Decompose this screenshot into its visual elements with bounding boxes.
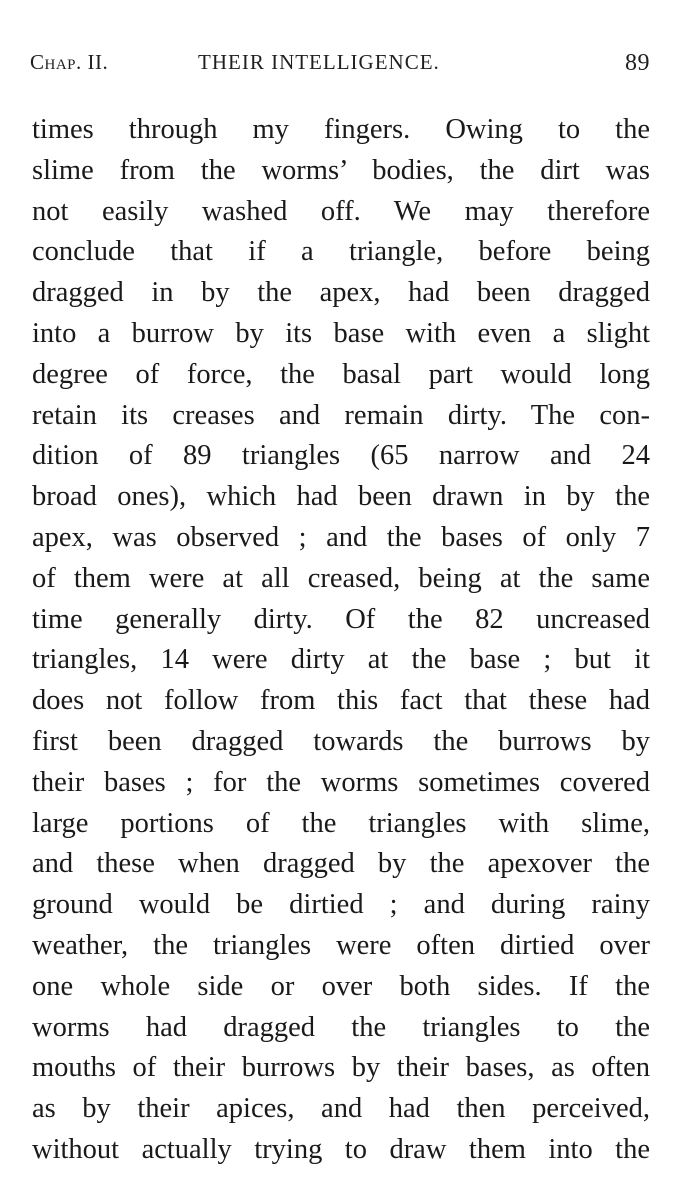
- text-line: mouths of their burrows by their bases, as often: [32, 1052, 650, 1084]
- text-line: first been dragged towards the burrows by: [32, 725, 650, 757]
- text-line: triangles, 14 were dirty at the base ; but it: [32, 644, 650, 676]
- text-line: large portions of the triangles with slime,: [32, 807, 650, 839]
- text-line: into a burrow by its base with even a slight: [32, 317, 650, 349]
- running-head: [30, 50, 650, 82]
- text-line: not easily washed off. We may therefore: [32, 195, 650, 227]
- text-line: retain its creases and remain dirty. The con-: [32, 399, 650, 431]
- text-line: without actually trying to draw them into the: [32, 1133, 650, 1165]
- text-line: conclude that if a triangle, before being: [32, 236, 650, 268]
- text-line: worms had dragged the triangles to the: [32, 1011, 650, 1043]
- running-title: THEIR INTELLIGENCE.: [198, 50, 440, 74]
- text-line: weather, the triangles were often dirtied over: [32, 929, 650, 961]
- text-line: as by their apices, and had then perceived,: [32, 1093, 650, 1125]
- text-line: degree of force, the basal part would long: [32, 358, 650, 390]
- text-line: does not follow from this fact that these had: [32, 685, 650, 717]
- text-line: slime from the worms’ bodies, the dirt was: [32, 154, 650, 186]
- text-line: apex, was observed ; and the bases of only 7: [32, 521, 650, 553]
- text-line: time generally dirty. Of the 82 uncreased: [32, 603, 650, 635]
- text-line: their bases ; for the worms sometimes covered: [32, 766, 650, 798]
- text-line: dragged in by the apex, had been dragged: [32, 277, 650, 309]
- text-line: one whole side or over both sides. If the: [32, 970, 650, 1002]
- text-line: dition of 89 triangles (65 narrow and 24: [32, 440, 650, 472]
- text-line: times through my fingers. Owing to the: [32, 114, 650, 145]
- body-text: [32, 110, 650, 1171]
- text-line: ground would be dirtied ; and during rainy: [32, 889, 650, 921]
- text-line: and these when dragged by the apexover the: [32, 848, 650, 880]
- text-line: of them were at all creased, being at the same: [32, 562, 650, 594]
- chapter-label: Chap. II.: [30, 50, 109, 74]
- text-line: broad ones), which had been drawn in by the: [32, 481, 650, 513]
- page-number: 89: [625, 50, 650, 76]
